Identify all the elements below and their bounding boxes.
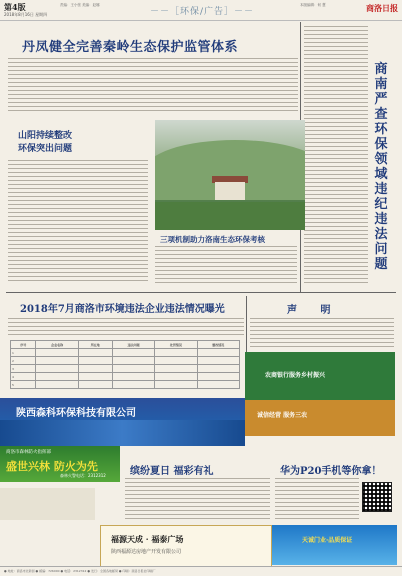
section-divider (6, 292, 396, 293)
table-row: 3 (11, 365, 240, 373)
main-headline: 丹凤健全完善秦岭生态保护监管体系 (22, 40, 239, 55)
page-header (0, 0, 402, 21)
lottery-body (125, 478, 270, 522)
report-headline: 2018年7月商洛市环境违法企业违法情况曝光 (20, 304, 225, 315)
report-intro (8, 318, 244, 338)
table-header: 序号 (11, 341, 36, 349)
right-article-body (304, 26, 368, 286)
table-row: 5 (11, 381, 240, 389)
real-estate-advertisement (100, 525, 272, 567)
editors-line: 责编：王小张 美编：赵娜 (60, 3, 100, 7)
door-advertisement (272, 525, 397, 565)
huawei-headline: 华为P20手机等你拿！ (280, 466, 382, 477)
lottery-ticket-image (0, 488, 95, 520)
left-article-body (8, 160, 148, 285)
lottery-headline: 缤纷夏日 福彩有礼 (130, 466, 214, 477)
left-headline-line2: 环保突出问题 (18, 144, 73, 154)
real-estate-company: 陕西福源达房地产开发有限公司 (111, 549, 182, 555)
editor-right: 本版编辑：何 慧 (300, 3, 326, 7)
landscape-photo (155, 120, 305, 230)
table-row: 4 (11, 373, 240, 381)
page-number: 第4版 (4, 2, 26, 12)
fire-ad-org: 商洛市森林防火指挥部 (6, 450, 51, 455)
page-footer: ● 地址：商洛市北新街 ● 邮编：726000 ● 电话：2312312 ● 发行：全国各地邮局 ● 印刷：商洛日报社印刷厂 (0, 566, 402, 576)
door-ad-text: 天诚门业·品质保证 (302, 537, 353, 544)
right-vertical-headline: 商南严查环保领域违纪违法问题 (374, 62, 388, 272)
bank-advertisement (245, 352, 395, 400)
bank-advertisement-2 (245, 400, 395, 436)
table-row: 1 (11, 349, 240, 357)
fire-ad-slogan: 盛世兴林 防火为先 (6, 460, 98, 473)
declaration-headline: 声 明 (287, 305, 341, 316)
issue-date: 2018年8月16日 星期四 (4, 12, 48, 17)
table-header: 企业名称 (36, 341, 78, 349)
company-banner-strip (0, 420, 245, 446)
section-label: －－［环保/广告］－－ (150, 7, 255, 17)
table-header: 整改情况 (197, 341, 239, 349)
fire-prevention-advertisement (0, 446, 120, 482)
table-header: 所在地 (78, 341, 112, 349)
table-header: 违法问题 (112, 341, 154, 349)
fire-ad-phone: 森林火警电话：2312312 (60, 473, 106, 478)
photo-article-headline: 三项机制助力洛南生态环保考核 (160, 235, 265, 244)
photo-article-body (155, 246, 297, 288)
main-article-body (8, 58, 298, 113)
declaration-body (250, 318, 394, 350)
left-headline-line1: 山阳持续整改 (18, 131, 73, 141)
qr-code-icon (362, 482, 392, 512)
company-name: 陕西森科环保科技有限公司 (16, 408, 136, 419)
bank2-ad-text: 诚信经营 服务三农 (257, 412, 308, 419)
company-advertisement (0, 398, 245, 446)
table-header: 处罚情况 (155, 341, 197, 349)
table-row: 2 (11, 357, 240, 365)
huawei-body (275, 478, 359, 522)
newspaper-brand: 商洛日报 (366, 3, 398, 13)
bank-ad-text: 农商银行服务乡村振兴 (265, 372, 326, 379)
real-estate-title: 福源天成 · 福泰广场 (111, 534, 184, 544)
violations-table (10, 340, 240, 389)
